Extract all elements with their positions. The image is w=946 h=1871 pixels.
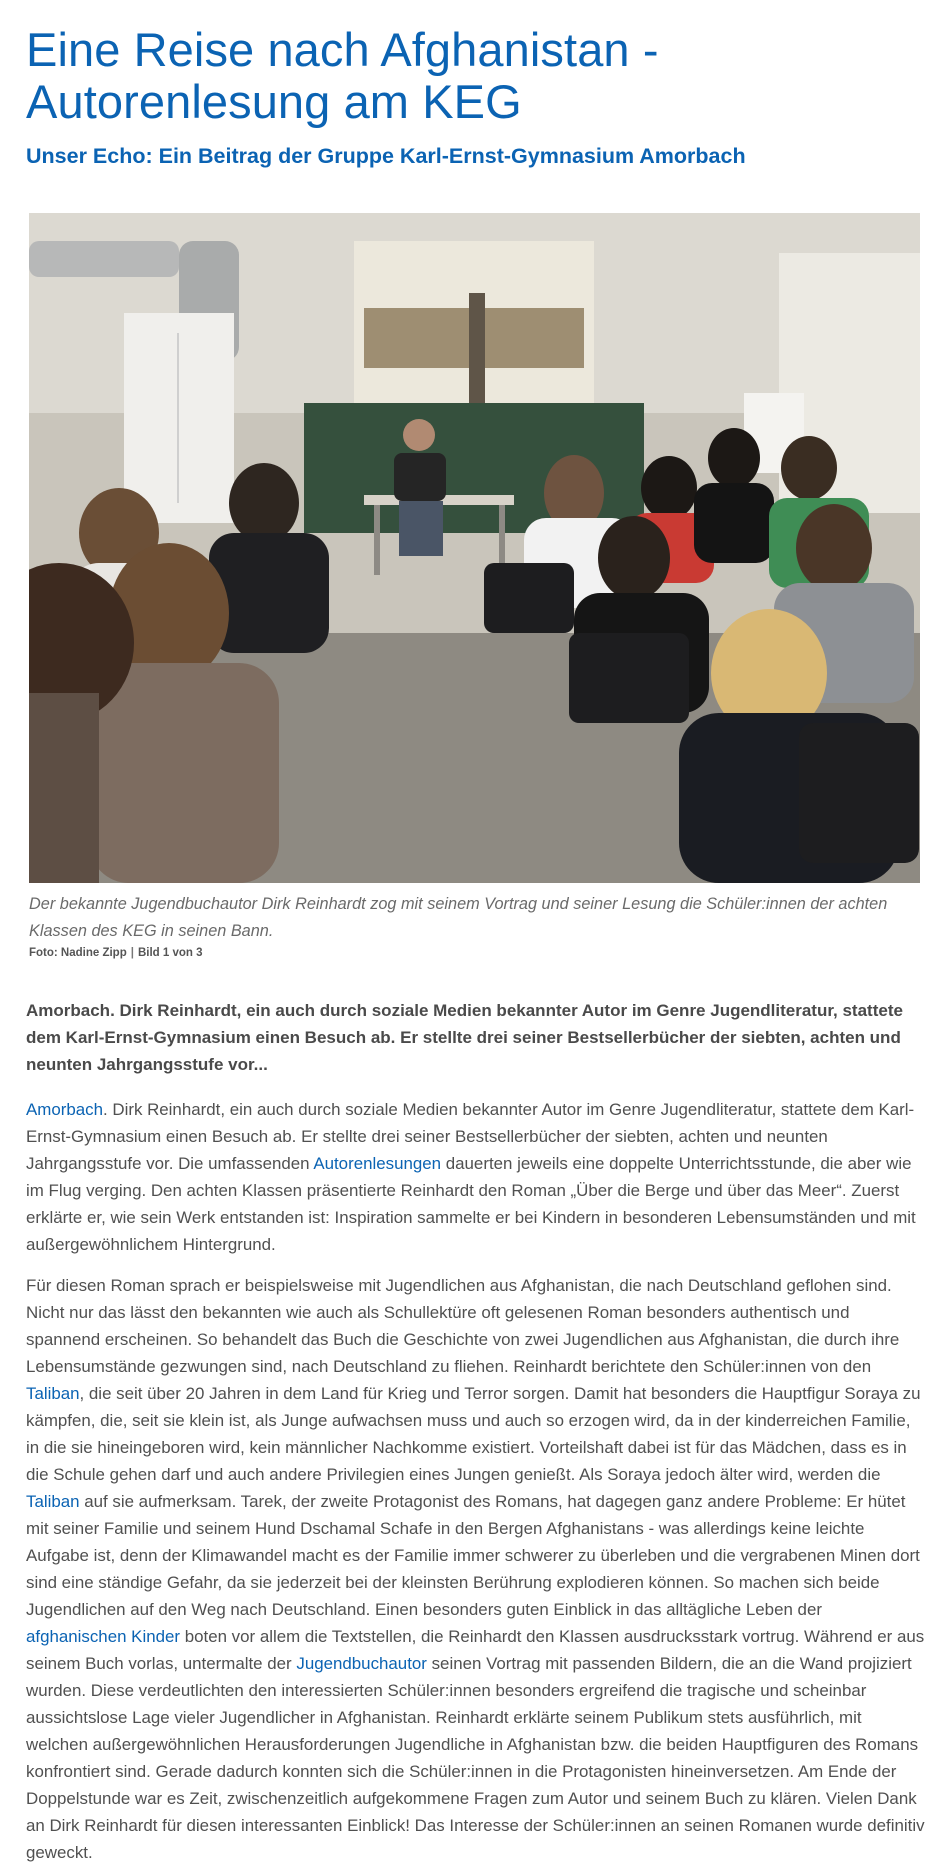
paragraph-1: [26, 1096, 926, 1258]
paragraph-2-text-b: , die seit über 20 Jahren in dem Land für Krieg und Terror sorgen. Damit hat besonders die Hauptfigur Soraya zu kämpfen, die, seit sie klein ist, als Junge aufwachsen muss und auch so erzogen wird, da in der kinderreichen Familie, in die sie hineingeboren wird, kein männlicher Nachkomme existiert. Vorteilshaft dabei ist für das Mädchen, dass es in die Schule gehen darf und auch andere Privilegien eines Jungen genießt. Als Soraya jedoch älter wird, werden die: [26, 1384, 921, 1484]
photo-caption: Der bekannte Jugendbuchautor Dirk Reinhardt zog mit seinem Vortrag und seiner Lesung die Schüler:innen der achten Klassen des KEG in seinen Bann.: [29, 895, 888, 940]
article-body: [26, 1096, 926, 1866]
paragraph-1-text-a: . Dirk Reinhardt, ein auch durch soziale Medien bekannter Autor im Genre Jugendliteratur, stattete dem Karl-Ernst-Gymnasium einen Besuch ab. Er stellte drei seiner Bestsellerbücher der siebten, achten und neunten Jahrgangsstufe vor. Die umfassenden: [26, 1100, 915, 1173]
paragraph-2: [26, 1272, 926, 1866]
article-lead: Amorbach. Dirk Reinhardt, ein auch durch soziale Medien bekannter Autor im Genre Jugendliteratur, stattete dem Karl-Ernst-Gymnasium einen Besuch ab. Er stellte drei seiner Bestsellerbücher der siebten, achten und neunten Jahrgangsstufe vor...: [26, 1001, 903, 1074]
article-subtitle: Unser Echo: Ein Beitrag der Gruppe Karl-Ernst-Gymnasium Amorbach: [26, 144, 746, 168]
paragraph-1-text-b: dauerten jeweils eine doppelte Unterrichtsstunde, die aber wie im Flug verging. Den achten Klassen präsentierte Reinhardt den Roman „Über die Berge und über das Meer“. Zuerst erklärte er, wie sein Werk entstanden ist: Inspiration sammelte er bei Kindern in besonderen Lebensumständen und mit außergewöhnlichem Hintergrund.: [26, 1154, 916, 1254]
photo-credit: Foto: Nadine Zipp: [29, 947, 127, 959]
credit-separator: |: [130, 947, 134, 959]
paragraph-2-text-a: Für diesen Roman sprach er beispielsweise mit Jugendlichen aus Afghanistan, die nach Deutschland geflohen sind. Nicht nur das lässt den bekannten wie auch als Schullektüre oft gelesenen Roman besonders authentisch und spannend erscheinen. So behandelt das Buch die Geschichte von zwei Jugendlichen aus Afghanistan, die durch ihre Lebensumstände gezwungen sind, nach Deutschland zu fliehen. Reinhardt berichtete den Schüler:innen von den: [26, 1276, 900, 1376]
article-photo[interactable]: [29, 213, 920, 883]
article-title: Eine Reise nach Afghanistan - Autorenlesung am KEG: [26, 23, 659, 128]
link-amorbach[interactable]: Amorbach: [26, 1100, 103, 1119]
classroom-photo-illustration: [29, 213, 920, 883]
photo-credit-line: [29, 947, 920, 959]
link-autorenlesungen[interactable]: Autorenlesungen: [313, 1154, 442, 1173]
paragraph-2-text-c: auf sie aufmerksam. Tarek, der zweite Protagonist des Romans, hat dagegen ganz andere Probleme: Er hütet mit seiner Familie und seinem Hund Dschamal Schafe in den Bergen Afghanistans - was allerdings keine leichte Aufgabe ist, denn der Klimawandel macht es der Familie immer schwerer zu überleben und die vergrabenen Minen dort sind eine ständige Gefahr, da sie jederzeit bei der kleinsten Berührung explodieren können. So machen sich beide Jugendlichen auf den Weg nach Deutschland. Einen besonders guten Einblick in das alltägliche Leben der: [26, 1492, 920, 1619]
paragraph-2-text-d: boten vor allem die Textstellen, die Reinhardt den Klassen ausdrucksstark vortrug. Während er aus seinem Buch vorlas, untermalte der: [26, 1627, 925, 1673]
paragraph-2-text-e: seinen Vortrag mit passenden Bildern, die an die Wand projiziert wurden. Diese verdeutlichten den interessierten Schüler:innen besonders ergreifend die tragische und scheinbar aussichtslose Lage vieler Jugendlicher in Afghanistan. Reinhardt erklärte seinem Publikum stets ausführlich, mit welchen außergewöhnlichen Herausforderungen Jugendliche in Afghanistan bzw. die beiden Hauptfiguren des Romans konfrontiert sind. Gerade dadurch konnten sich die Schüler:innen in die Protagonisten hineinversetzen. Am Ende der Doppelstunde war es Zeit, zwischenzeitlich aufgekommene Fragen zum Autor und seinem Buch zu klären. Vielen Dank an Dirk Reinhardt für diesen interessanten Einblick! Das Interesse der Schüler:innen an seinen Romanen wurde definitiv geweckt.: [26, 1654, 925, 1862]
link-taliban-1[interactable]: Taliban: [26, 1384, 80, 1403]
photo-counter: Bild 1 von 3: [137, 947, 203, 959]
link-taliban-2[interactable]: Taliban: [26, 1492, 80, 1511]
link-afghanische-kinder[interactable]: afghanischen Kinder: [26, 1627, 181, 1646]
link-jugendbuchautor[interactable]: Jugendbuchautor: [296, 1654, 427, 1673]
